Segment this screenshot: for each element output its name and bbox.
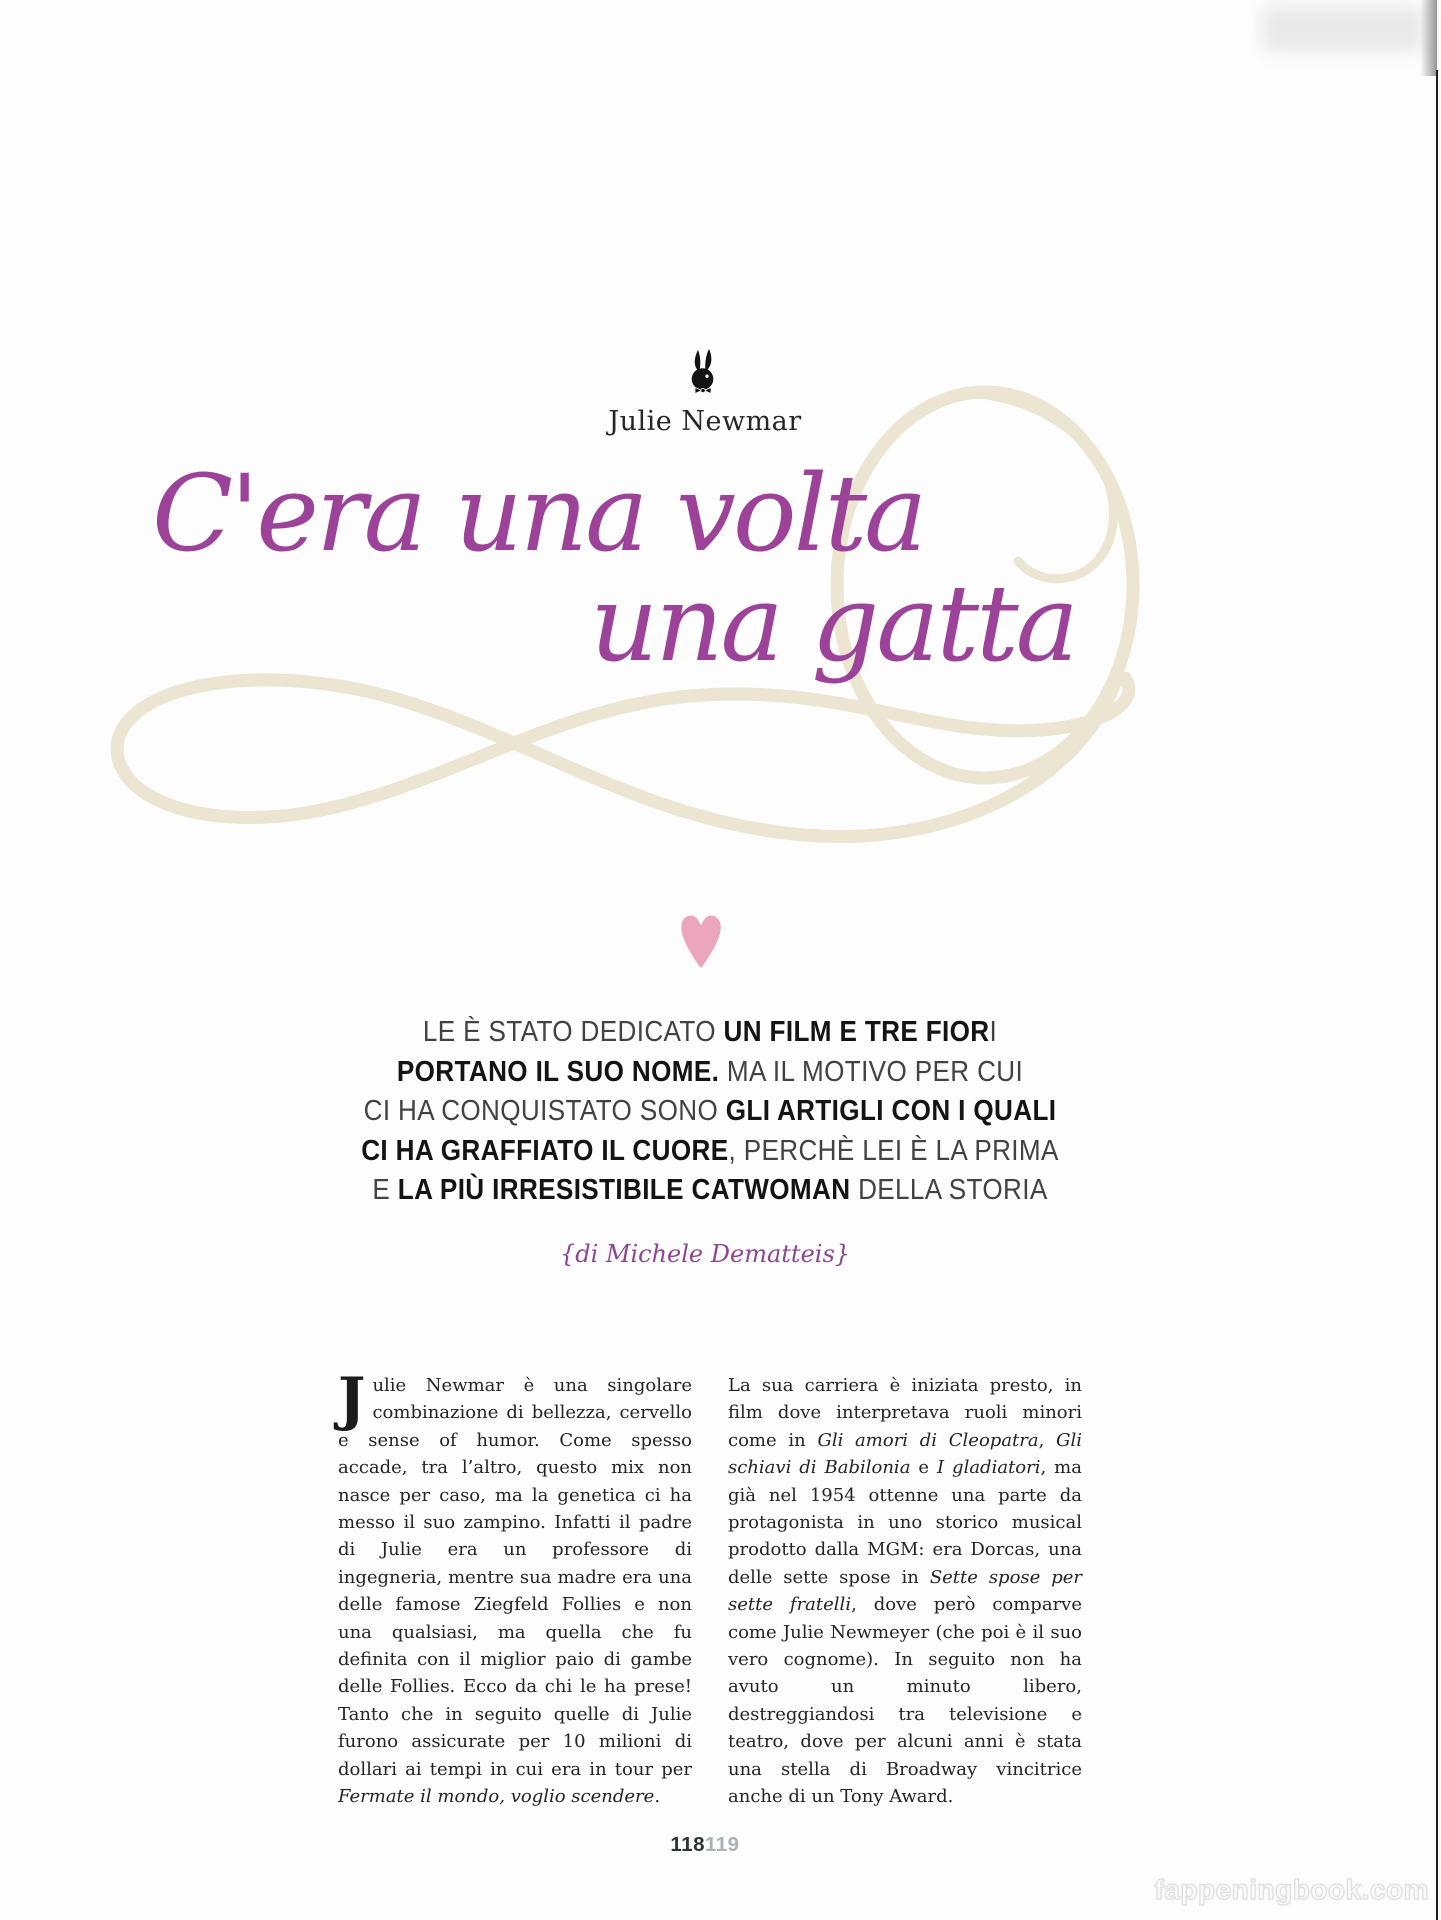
intro-line (260, 1171, 1160, 1211)
text-segment: . (654, 1786, 661, 1808)
text-segment: , dove però comparve come Julie Newmeyer (che poi è il suo vero cognome). In seguito non ha avuto un minuto libero, destreggiandosi tra televisione e teatro, dove per alcuni anni è stata una stella di Broadway vincitrice anche di un Tony Award. (728, 1594, 1082, 1808)
article-body (338, 1365, 1082, 1811)
page-number-right: 119 (705, 1833, 740, 1856)
intro-line (260, 1013, 1160, 1053)
page-numbers (0, 1833, 1410, 1857)
article-column-right (728, 1372, 1082, 1811)
text-segment: PORTANO IL SUO NOME. (396, 1055, 720, 1088)
intro-line (260, 1053, 1160, 1093)
byline: {di Michele Dematteis} (559, 1240, 851, 1268)
text-segment: GLI ARTIGLI CON I QUALI (725, 1095, 1057, 1127)
text-segment: Fermate il mondo, voglio scendere (338, 1786, 655, 1808)
right-column-text (728, 1375, 1082, 1807)
intro-line (260, 1092, 1160, 1132)
blurred-top-watermark (1262, 6, 1424, 52)
text-segment: LA PIÙ IRRESISTIBILE CATWOMAN (397, 1174, 851, 1206)
page-number-left: 118 (670, 1833, 705, 1856)
page-edge-line (1436, 70, 1438, 1920)
text-segment: , (1038, 1429, 1057, 1451)
text-segment: CI HA CONQUISTATO SONO (363, 1095, 726, 1127)
text-segment: DELLA STORIA (850, 1174, 1048, 1206)
text-segment: CI HA GRAFFIATO IL CUORE (361, 1134, 729, 1167)
text-segment: ulie Newmar è una singolare combinazione di bellezza, cervello e sense of humor. Come spesso accade, tra l’altro, questo mix non nasce per caso, ma la genetica ci ha messo il suo zampino. Infatti il padre di Julie era un professore di ingegneria, mentre sua madre era una delle famose Ziegfeld Follies e non una qualsiasi, ma quella che fu definita con il miglior paio di gambe delle Follies. Ecco da chi le ha prese! Tanto che in seguito quelle di Julie furono assicurate per 10 milioni di dollari ai tempi in cui era in tour per (338, 1375, 692, 1780)
text-segment: I (989, 1016, 998, 1048)
text-segment: UN FILM E TRE FIOR (723, 1016, 990, 1048)
text-segment: , ma già nel 1954 ottenne una parte da protagonista in uno storico musical prodotto dalla MGM: era Dorcas, una delle sette spose in (728, 1457, 1082, 1588)
site-watermark: fappeningbook.com (1154, 1874, 1429, 1905)
text-segment: LE È STATO DEDICATO (422, 1016, 724, 1048)
text-segment: Gli amori di Cleopatra (817, 1429, 1039, 1451)
article-column-left (338, 1365, 692, 1811)
text-segment: e (910, 1457, 937, 1479)
heart-icon (679, 911, 723, 968)
page-edge-shadow (1420, 0, 1437, 76)
text-segment: E (372, 1174, 398, 1206)
text-segment: Sette spose per sette fratelli (728, 1566, 1082, 1616)
text-segment: MA IL MOTIVO PER CUI (719, 1055, 1024, 1088)
article-title-line-1: C'era una volta (152, 452, 925, 575)
text-segment: , PERCHÈ LEI È LA PRIMA (728, 1134, 1059, 1167)
text-segment: La sua carriera è iniziata presto, in film dove interpretava ruoli minori come in (728, 1375, 1082, 1451)
left-column-text (338, 1375, 692, 1807)
drop-cap: J (338, 1365, 366, 1433)
magazine-label: Julie Newmar (608, 406, 802, 437)
text-segment: I gladiatori (936, 1457, 1041, 1479)
intro-paragraph (260, 1013, 1160, 1211)
article-title-line-2: una gatta (590, 562, 1076, 685)
text-segment: Gli schiavi di Babilonia (728, 1429, 1082, 1479)
intro-line (260, 1132, 1160, 1172)
